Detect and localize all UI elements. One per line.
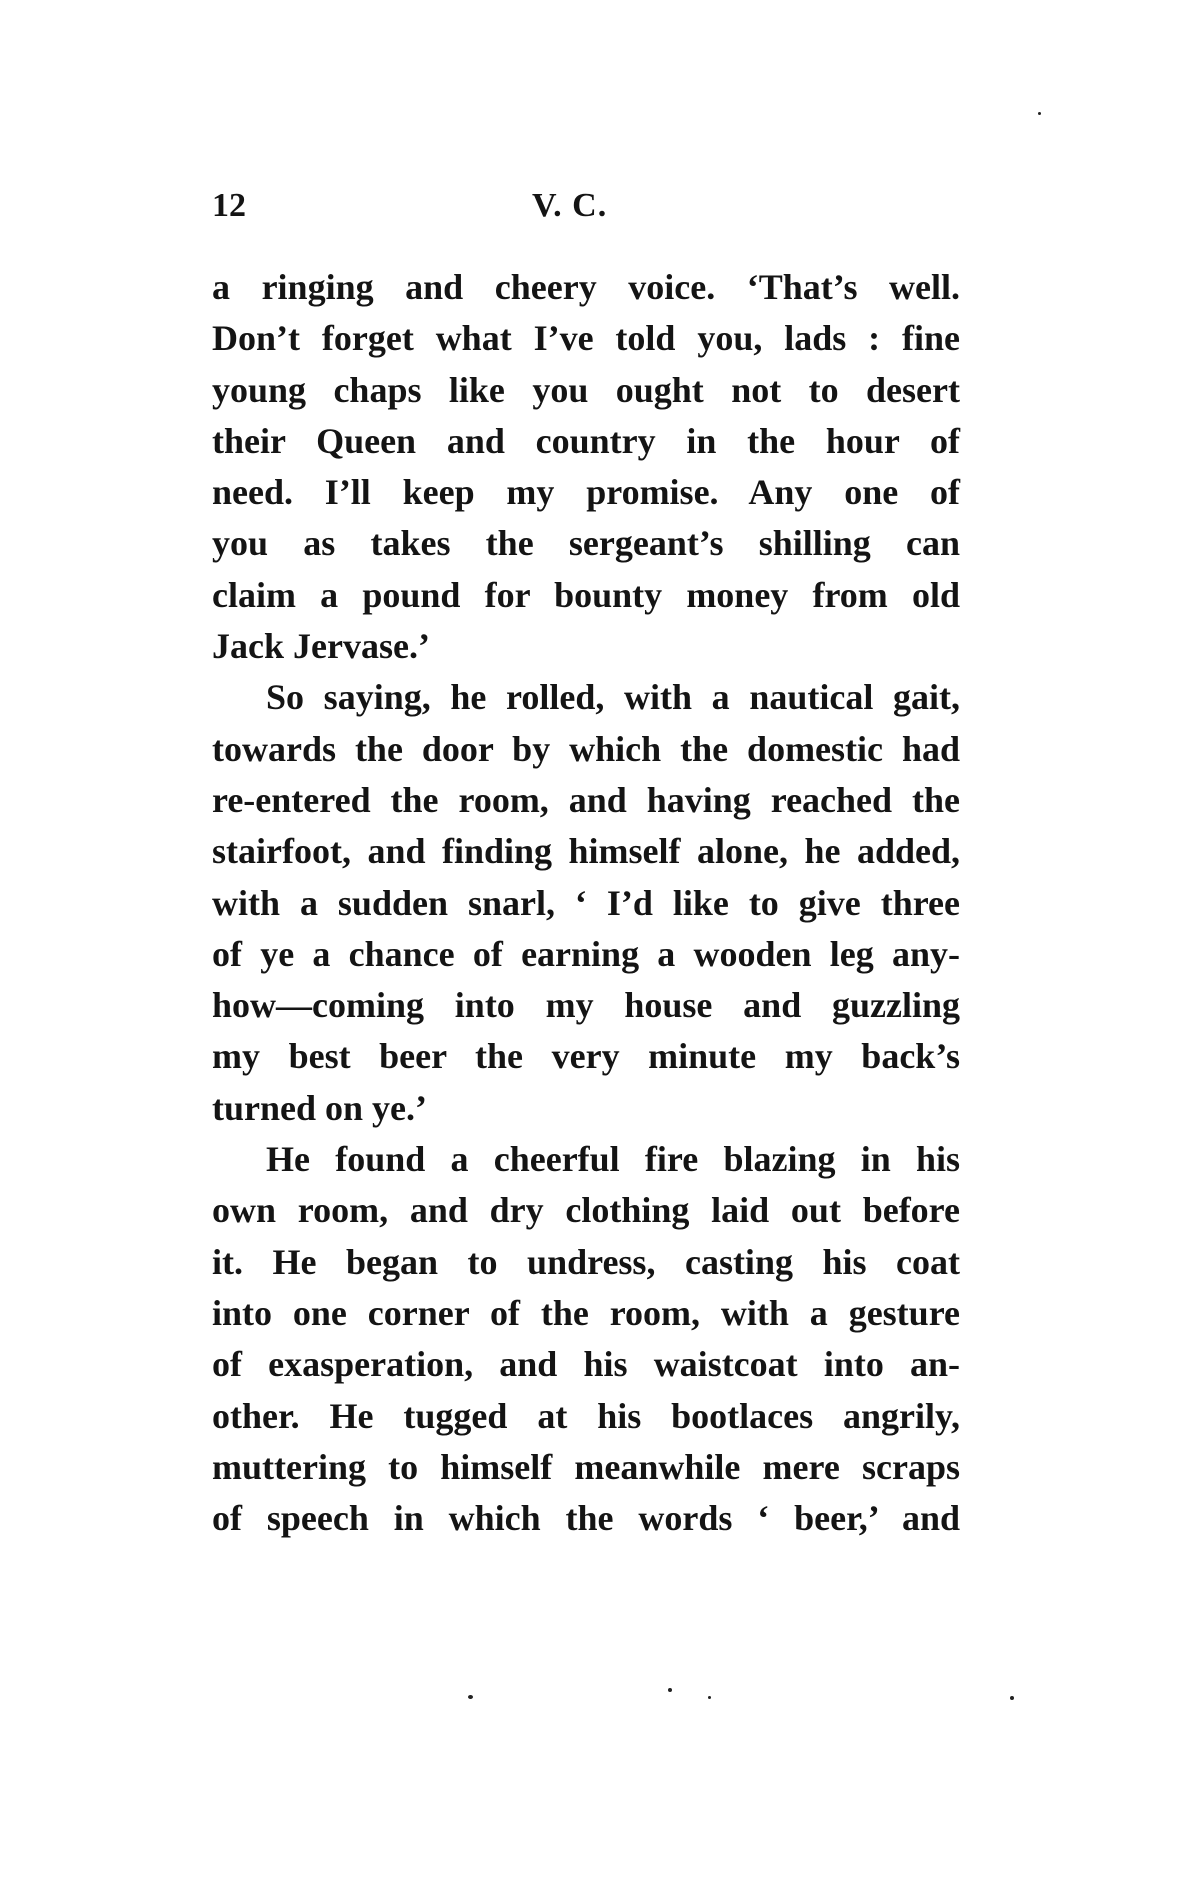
text-line: re-entered the room, and having reached the bbox=[212, 779, 960, 820]
paragraph-2 bbox=[212, 672, 960, 1134]
scan-speck bbox=[468, 1695, 473, 1699]
text-line: claim a pound for bounty money from old bbox=[212, 574, 960, 615]
text-line: of speech in which the words ‘ beer,’ and bbox=[212, 1498, 960, 1539]
text-line: So saying, he rolled, with a nautical gait, bbox=[266, 677, 960, 718]
scan-speck bbox=[668, 1688, 672, 1692]
scan-speck bbox=[1010, 1696, 1014, 1700]
text-line: He found a cheerful fire blazing in his bbox=[266, 1139, 960, 1180]
text-line: other. He tugged at his bootlaces angrily, bbox=[212, 1395, 960, 1436]
text-line: Jack Jervase.’ bbox=[212, 626, 430, 667]
text-line: need. I’ll keep my promise. Any one of bbox=[212, 472, 960, 513]
page-number: 12 bbox=[212, 187, 246, 224]
text-line: into one corner of the room, with a gesture bbox=[212, 1292, 960, 1333]
text-line: stairfoot, and finding himself alone, he added, bbox=[212, 831, 960, 872]
text-line: you as takes the sergeant’s shilling can bbox=[212, 523, 960, 564]
paragraph-1 bbox=[212, 262, 960, 672]
text-line: a ringing and cheery voice. ‘That’s well. bbox=[212, 267, 960, 307]
text-line: of exasperation, and his waistcoat into an- bbox=[212, 1344, 960, 1385]
running-title: V. C. bbox=[532, 187, 608, 224]
paragraph-3 bbox=[212, 1134, 960, 1544]
text-line: my best beer the very minute my back’s bbox=[212, 1036, 960, 1077]
text-line: it. He began to undress, casting his coat bbox=[212, 1241, 960, 1282]
page-header bbox=[212, 180, 972, 232]
text-line: muttering to himself meanwhile mere scraps bbox=[212, 1446, 960, 1487]
text-line: young chaps like you ought not to desert bbox=[212, 369, 960, 410]
body-text bbox=[212, 262, 960, 1544]
text-line: their Queen and country in the hour of bbox=[212, 420, 960, 461]
text-line: Don’t forget what I’ve told you, lads : fine bbox=[212, 318, 960, 359]
text-line: how—coming into my house and guzzling bbox=[212, 985, 960, 1026]
scan-speck bbox=[1038, 112, 1041, 115]
text-line: turned on ye.’ bbox=[212, 1087, 427, 1128]
text-line: of ye a chance of earning a wooden leg any- bbox=[212, 933, 960, 974]
text-line: with a sudden snarl, ‘ I’d like to give three bbox=[212, 882, 960, 923]
text-line: own room, and dry clothing laid out before bbox=[212, 1190, 960, 1231]
scan-speck bbox=[708, 1696, 711, 1699]
text-line: towards the door by which the domestic had bbox=[212, 728, 960, 769]
